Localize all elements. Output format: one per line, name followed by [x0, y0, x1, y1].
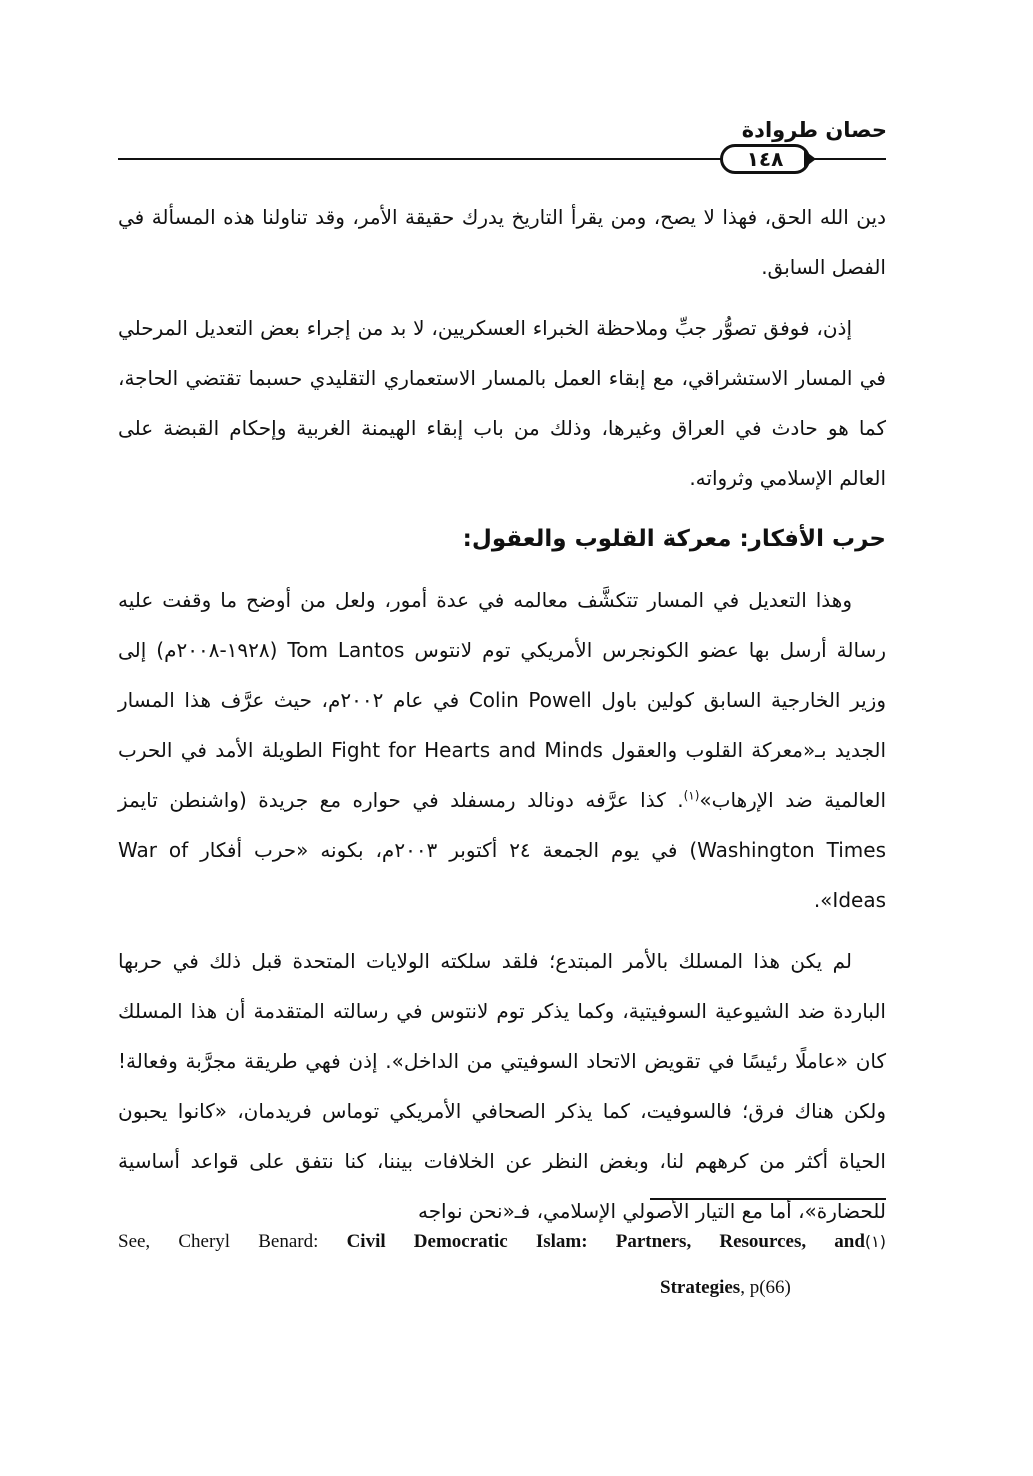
- paragraph-1: دين الله الحق، فهذا لا يصح، ومن يقرأ التاريخ يدرك حقيقة الأمر، وقد تناولنا هذه المسألة في الفصل السابق.: [118, 205, 886, 279]
- page-number-badge: ١٤٨: [720, 144, 810, 174]
- footnote-rule: [650, 1198, 886, 1200]
- footnote-title-continuation: Strategies: [660, 1277, 741, 1298]
- body-text: [118, 192, 886, 1247]
- running-head-title: حصان طروادة: [741, 118, 887, 142]
- paragraph-3-part-b: . كذا عرَّفه دونالد رمسفلد في حواره مع جريدة (واشنطن تايمز Washington Times) في يوم الجمعة ٢٤ أكتوبر ٢٠٠٣م، بكونه «حرب أفكار War of Ideas».: [118, 788, 886, 912]
- footnote-reference[interactable]: (١): [683, 788, 700, 803]
- footnote-continuation: [660, 1277, 791, 1299]
- footnote: [118, 1212, 886, 1272]
- footnote-title: Civil Democratic Islam: Partners, Resources, and: [346, 1231, 865, 1252]
- paragraph-3-part-a: وهذا التعديل في المسار تتكشَّف معالمه في عدة أمور، ولعل من أوضح ما وقفت عليه رسالة أرسل بها عضو الكونجرس الأمريكي توم لانتوس Tom Lantos (١٩٢٨-٢٠٠٨م) إلى وزير الخارجية السابق كولين باول Colin Powell في عام ٢٠٠٢م، حيث عرَّف هذا المسار الجديد بـ«معركة القلوب والعقول Fight for Hearts and Minds الطويلة الأمد في الحرب العالمية ضد الإرهاب»: [118, 588, 887, 812]
- page-number-arrow-icon: [804, 150, 816, 168]
- paragraph-2: إذن، فوفق تصوُّر جبِّ وملاحظة الخبراء العسكريين، لا بد من إجراء بعض التعديل المرحلي في المسار الاستشراقي، مع إبقاء العمل بالمسار الاستعماري التقليدي حسبما تقتضي الحاجة، كما هو حادث في العراق وغيرها، وذلك من باب إبقاء الهيمنة الغربية وإحكام القبضة على العالم الإسلامي وثرواته.: [118, 316, 886, 490]
- paragraph-3: [118, 575, 886, 925]
- section-heading: حرب الأفكار: معركة القلوب والعقول:: [462, 526, 886, 552]
- paragraph-4: لم يكن هذا المسلك بالأمر المبتدع؛ فلقد سلكته الولايات المتحدة قبل ذلك في حربها الباردة ضد الشيوعية السوفيتية، وكما يذكر توم لانتوس في رسالته المتقدمة أن هذا المسلك كان «عاملًا رئيسًا في تقويض الاتحاد السوفيتي من الداخل». إذن فهي طريقة مجرَّبة وفعالة! ولكن هناك فرق؛ فالسوفيت، كما يذكر الصحافي الأمريكي توماس فريدمان، «كانوا يحبون الحياة أكثر من كرههم لنا، وبغض النظر عن الخلافات بيننا، كنا نتفق على قواعد أساسية للحضارة»، أما مع التيار الأصولي الإسلامي، فـ«نحن نواجه: [118, 949, 886, 1223]
- footnote-page-ref: , p(66): [740, 1277, 791, 1298]
- footnote-prefix: See, Cheryl Benard:: [118, 1231, 347, 1252]
- footnote-number: (١): [864, 1232, 886, 1251]
